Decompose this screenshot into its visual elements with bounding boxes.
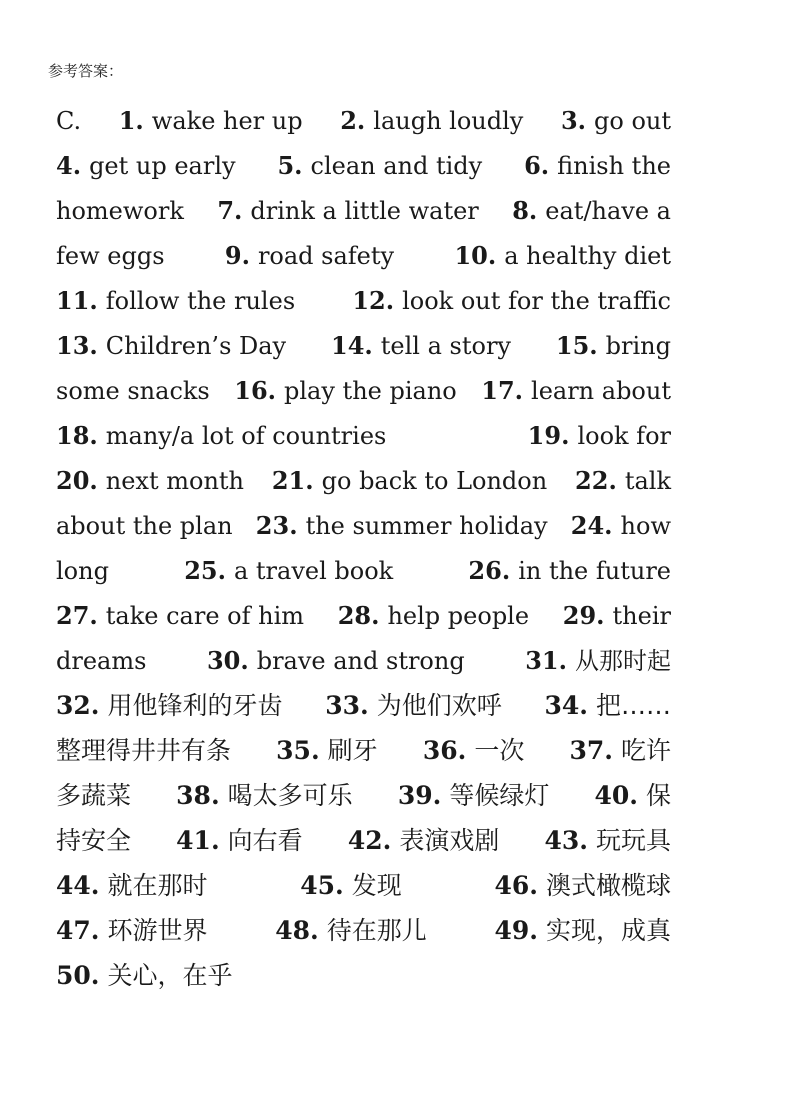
answer-text: their <box>612 602 671 630</box>
answer-number: 29. <box>562 601 605 630</box>
answer-number: 27. <box>56 601 98 630</box>
answer-text: 等候绿灯 <box>449 781 550 810</box>
answer-number: 7. <box>217 196 243 225</box>
answer-item <box>56 99 81 144</box>
answer-text: go back to London <box>321 467 548 495</box>
answer-item <box>277 143 482 189</box>
answer-text: get up early <box>89 152 236 180</box>
answer-item <box>423 728 525 773</box>
answer-text: 环游世界 <box>107 916 208 945</box>
answer-item <box>56 639 146 684</box>
answer-item <box>56 369 210 414</box>
answer-number: 44. <box>56 871 100 900</box>
answer-text: finish the <box>557 152 671 180</box>
answer-text: the summer holiday <box>305 512 548 540</box>
answer-text: 发现 <box>351 871 402 900</box>
answer-item <box>56 683 283 728</box>
answer-item <box>184 548 393 594</box>
answer-item <box>275 908 427 953</box>
answer-item <box>56 953 233 998</box>
answer-text: play the piano <box>284 377 457 405</box>
answer-text: clean and tidy <box>310 152 483 180</box>
answer-line <box>56 413 671 458</box>
answer-text: wake her up <box>151 107 303 135</box>
answer-item <box>300 863 402 908</box>
answer-item <box>398 773 550 818</box>
answer-item <box>234 368 457 414</box>
answer-number: 50. <box>56 961 100 990</box>
answer-number: 37. <box>569 736 613 765</box>
answer-number: 28. <box>337 601 380 630</box>
answer-item <box>556 323 671 369</box>
answer-item <box>276 728 378 773</box>
answer-text: bring <box>605 332 671 360</box>
answer-number: 13. <box>56 331 98 360</box>
answer-item <box>56 773 131 818</box>
answer-text: take care of him <box>105 602 304 630</box>
answer-item <box>481 368 671 414</box>
answer-line <box>56 233 671 278</box>
answer-text: look out for the traffic <box>402 287 671 315</box>
answer-text: long <box>56 557 109 585</box>
answer-text: 多蔬菜 <box>56 781 132 810</box>
answer-text: 关心，在乎 <box>107 961 233 990</box>
answer-number: 20. <box>56 466 98 495</box>
answer-text: many/a lot of countries <box>105 422 387 450</box>
answer-number: 22. <box>575 466 617 495</box>
answer-item <box>56 413 386 459</box>
answer-number: 42. <box>347 826 392 855</box>
answer-item <box>56 323 286 369</box>
answer-item <box>544 818 671 863</box>
answer-line <box>56 908 671 953</box>
answer-text: how <box>620 512 671 540</box>
answer-item <box>352 278 671 324</box>
answer-number: 18. <box>56 421 98 450</box>
answer-number: 10. <box>454 241 497 270</box>
answer-item <box>569 728 671 773</box>
answer-list <box>56 98 671 998</box>
answer-item <box>56 593 304 639</box>
answer-item <box>176 818 303 863</box>
answer-line <box>56 773 671 818</box>
answer-item <box>272 458 547 504</box>
answer-number: 9. <box>224 241 250 270</box>
answer-line <box>56 593 671 638</box>
answer-item <box>348 818 500 863</box>
answer-number: 39. <box>397 781 442 810</box>
answer-text: 喝太多可乐 <box>227 781 353 810</box>
answer-text: talk <box>624 467 671 495</box>
answer-item <box>575 458 671 504</box>
answer-item <box>207 638 465 684</box>
answer-line <box>56 818 671 863</box>
answer-text: learn about <box>531 377 671 405</box>
answer-line <box>56 188 671 233</box>
answer-item <box>56 234 165 279</box>
answer-item <box>544 683 671 728</box>
answer-item <box>325 683 502 728</box>
answer-number: 23. <box>255 511 298 540</box>
answer-text: 为他们欢呼 <box>376 691 502 720</box>
answer-number: 36. <box>422 736 467 765</box>
answer-key-heading: 参考答案： <box>48 62 124 80</box>
answer-number: 3. <box>560 106 586 135</box>
answer-text: 待在那儿 <box>326 916 427 945</box>
answer-text: tell a story <box>380 332 511 360</box>
answer-number: 21. <box>271 466 314 495</box>
answer-text: 从那时起 <box>574 647 671 675</box>
answer-item <box>338 593 529 639</box>
answer-text: next month <box>105 467 244 495</box>
answer-number: 38. <box>176 781 220 810</box>
answer-line <box>56 728 671 773</box>
answer-line <box>56 98 671 143</box>
answer-item <box>56 458 244 504</box>
answer-item <box>494 908 671 953</box>
answer-number: 49. <box>494 916 538 945</box>
answer-line <box>56 143 671 188</box>
answer-number: 40. <box>594 781 638 810</box>
answer-text: 实现，成真 <box>545 916 671 945</box>
answer-text: go out <box>594 107 671 135</box>
answer-item <box>563 593 671 639</box>
answer-text: 整理得井井有条 <box>56 736 232 765</box>
answer-text: a travel book <box>233 557 394 585</box>
answer-number: 34. <box>544 691 588 720</box>
answer-line <box>56 548 671 593</box>
answer-number: 41. <box>176 826 220 855</box>
answer-item <box>56 908 208 953</box>
answer-item <box>56 863 208 908</box>
answer-text: laugh loudly <box>373 107 524 135</box>
answer-text: homework <box>56 197 184 225</box>
answer-number: 14. <box>331 331 373 360</box>
answer-number: 32. <box>56 691 100 720</box>
answer-text: 刷牙 <box>327 736 378 765</box>
answer-text: 用他锋利的牙齿 <box>107 691 283 720</box>
answer-item <box>525 638 671 684</box>
answer-item <box>119 98 303 144</box>
answer-number: 33. <box>325 691 369 720</box>
answer-number: 26. <box>468 556 511 585</box>
answer-number: 35. <box>276 736 320 765</box>
answer-item <box>217 188 478 234</box>
answer-text: some snacks <box>56 377 210 405</box>
answer-text: eat/have a <box>545 197 671 225</box>
answer-line <box>56 953 671 998</box>
answer-item <box>176 773 353 818</box>
answer-text: 玩玩具 <box>595 826 671 855</box>
answer-item <box>225 233 394 279</box>
answer-number: 15. <box>555 331 598 360</box>
answer-item <box>512 188 671 234</box>
answer-item <box>468 548 671 594</box>
answer-item <box>56 504 233 549</box>
answer-text: 表演戏剧 <box>399 826 500 855</box>
answer-item <box>331 323 511 369</box>
answer-number: 48. <box>275 916 319 945</box>
answer-text: 把…… <box>595 691 671 720</box>
answer-line <box>56 323 671 368</box>
answer-item <box>594 773 671 818</box>
answer-number: 31. <box>525 646 567 675</box>
answer-text: brave and strong <box>256 647 465 675</box>
answer-line <box>56 278 671 323</box>
answer-item <box>528 413 671 459</box>
answer-item <box>494 863 671 908</box>
answer-text: 持安全 <box>56 826 132 855</box>
answer-item <box>56 549 109 594</box>
answer-text: 澳式橄榄球 <box>545 871 671 900</box>
answer-text: 吃许 <box>620 736 671 765</box>
answer-text: dreams <box>56 647 147 675</box>
answer-text: about the plan <box>56 512 233 540</box>
answer-number: 24. <box>570 511 613 540</box>
answer-number: 6. <box>524 151 550 180</box>
answer-number: 25. <box>184 556 226 585</box>
answer-text: few eggs <box>56 242 165 270</box>
answer-item <box>56 818 131 863</box>
answer-text: help people <box>387 602 530 630</box>
answer-item <box>571 503 671 549</box>
answer-number: 4. <box>56 151 82 180</box>
answer-item <box>340 98 523 144</box>
answer-item <box>56 728 231 773</box>
answer-text: drink a little water <box>250 197 479 225</box>
answer-text: road safety <box>257 242 395 270</box>
answer-number: 19. <box>527 421 570 450</box>
answer-line <box>56 368 671 413</box>
answer-item <box>454 233 671 279</box>
answer-number: 12. <box>352 286 395 315</box>
answer-line <box>56 683 671 728</box>
answer-line <box>56 863 671 908</box>
answer-text: in the future <box>518 557 671 585</box>
answer-text: look for <box>577 422 671 450</box>
answer-text: a healthy diet <box>504 242 671 270</box>
answer-line <box>56 638 671 683</box>
answer-number: 17. <box>481 376 524 405</box>
answer-item <box>56 189 184 234</box>
answer-number: 47. <box>56 916 100 945</box>
answer-number: 1. <box>118 106 144 135</box>
answer-number: 11. <box>56 286 98 315</box>
answer-number: 43. <box>544 826 588 855</box>
answer-number: 16. <box>234 376 277 405</box>
answer-number: 45. <box>300 871 344 900</box>
answer-number: 8. <box>512 196 538 225</box>
answer-line <box>56 503 671 548</box>
answer-number: 30. <box>206 646 249 675</box>
answer-item <box>56 143 236 189</box>
answer-text: C. <box>56 107 82 135</box>
answer-text: 一次 <box>474 736 525 765</box>
answer-item <box>256 503 548 549</box>
answer-item <box>56 278 295 324</box>
answer-text: 就在那时 <box>107 871 208 900</box>
answer-line <box>56 458 671 503</box>
answer-number: 46. <box>494 871 538 900</box>
answer-number: 5. <box>277 151 303 180</box>
answer-item <box>561 98 671 144</box>
answer-text: 向右看 <box>227 826 303 855</box>
answer-text: follow the rules <box>105 287 296 315</box>
answer-text: 保 <box>645 781 671 810</box>
answer-text: Children’s Day <box>105 332 287 360</box>
answer-item <box>524 143 671 189</box>
answer-number: 2. <box>340 106 366 135</box>
